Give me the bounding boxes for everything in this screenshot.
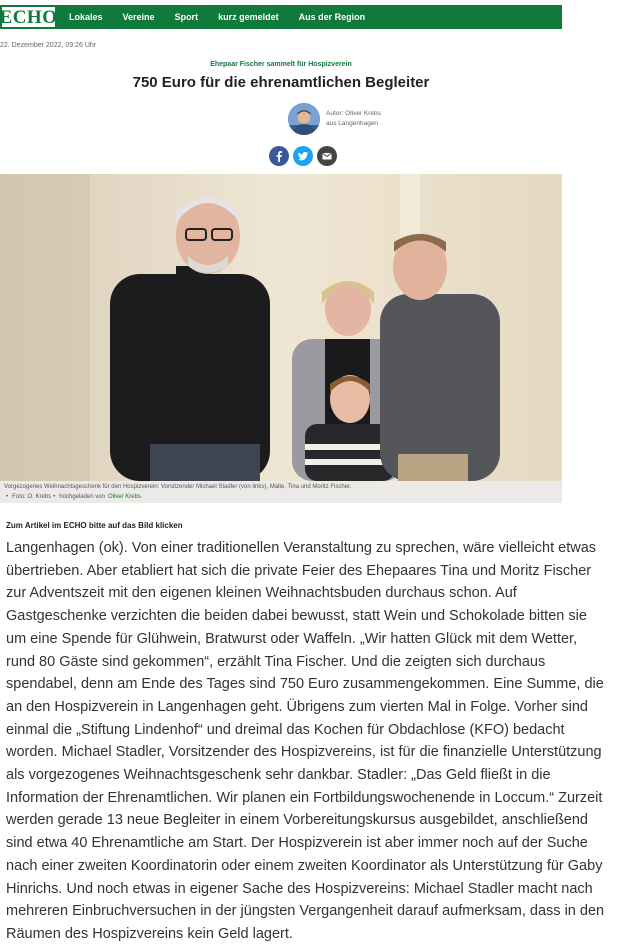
nav-item-vereine[interactable]: Vereine [122,12,155,22]
top-navigation-bar [0,5,562,29]
main-nav [69,12,385,22]
nav-item-kurz-gemeldet[interactable]: kurz gemeldet [218,12,279,22]
twitter-share-button[interactable] [293,146,313,166]
author-name[interactable]: Autor: Oliver Krebs [326,110,381,117]
facebook-share-button[interactable] [269,146,289,166]
author-avatar-image [288,103,320,135]
article-kicker: Ehepaar Fischer sammelt für Hospizverein [210,61,352,68]
caption-text: Vorgezogenes Weihnachtsgeschenk für den Hospizverein: Vorsitzender Michael Stadler (von links), Malte, Tina und Moritz Fischer. [4,484,352,490]
photo-caption [0,481,562,503]
article-body: Langenhagen (ok). Von einer traditionellen Veranstaltung zu sprechen, wäre vielleicht etwas übertrieben. Aber etabliert hat sich die private Feier des Ehepaares Tina und Moritz Fischer zur Adventszeit mit den eigenen kleinen Weihnachtsbuden durchaus schon. Auf Gastgeschenke verzichten die beiden dabei bewusst, statt Wein und Schokolade bitten sie um eine Spende für Glühwein, Bratwurst oder Waffeln. „Wir hatten Glück mit dem Wetter, rund 80 Gäste sind gekommen“, erzählt Tina Fischer. Und die zeigten sich durchaus spendabel, denn am Ende des Tages sind 750 Euro zusammengekommen. Eine Summe, die an den Hospizverein in Langenhagen geht. Übrigens zum vierten Mal in Folge. Vorher sind einmal die „Stiftung Lindenhof“ und dreimal das Kochen für Obdachlose (KFO) bedacht worden. Michael Stadler, Vorsitzender des Hospizvereins, ist für die finanzielle Unterstützung als vorgezogenes Weihnachtsgeschenk sehr dankbar. Stadler: „Das Geld fließt in die Information der Ehrenamtlichen. Wir planen ein Fortbildungswochenende in Loccum.“ Zurzeit werden gerade 13 neue Begleiter in einem Vorbereitungskursus ausgebildet, anschließend sind etwa 40 Ehrenamtliche am Start. Der Hospizverein ist aber immer noch auf der Suche nach einer zweiten Koordinatorin oder einem zweiten Koordinator als Unterstützung für Gaby Hinrichs. Und noch etwas in eigener Sache des Hospizvereins: Michael Stadler macht nach mehreren Einbruchversuchen in der jüngsten Vergangenheit darauf aufmerksam, dass in den Räumen des Hospizvereins kein Geld lagert. [6,540,605,942]
uploader-link[interactable]: Oliver Krebs [107,494,141,500]
author-block[interactable] [288,103,381,135]
nav-item-sport[interactable]: Sport [174,12,199,22]
bullet-icon: • [53,494,56,500]
email-icon [321,150,333,162]
facebook-icon [273,150,285,162]
publish-date: 22. Dezember 2022, 09:26 Uhr [0,42,97,49]
nav-item-aus-der-region[interactable]: Aus der Region [298,12,366,22]
logo-text: ECHO [0,6,58,28]
caption-credit [4,494,141,500]
photo-credit: Foto: O. Krebs [12,494,52,500]
twitter-icon [297,150,309,162]
nav-item-lokales[interactable]: Lokales [69,12,103,22]
uploaded-prefix: hochgeladen von [59,494,105,500]
article-photo-image [0,174,562,481]
article-photo[interactable] [0,174,562,481]
author-avatar[interactable] [288,103,320,135]
share-buttons [269,146,341,166]
author-place: aus Langenhagen [326,120,379,127]
email-share-button[interactable] [317,146,337,166]
article-headline: 750 Euro für die ehrenamtlichen Begleiter [132,74,430,91]
click-note: Zum Artikel im ECHO bitte auf das Bild klicken [6,521,183,530]
echo-logo[interactable] [0,5,57,29]
bullet-icon: • [6,494,9,500]
